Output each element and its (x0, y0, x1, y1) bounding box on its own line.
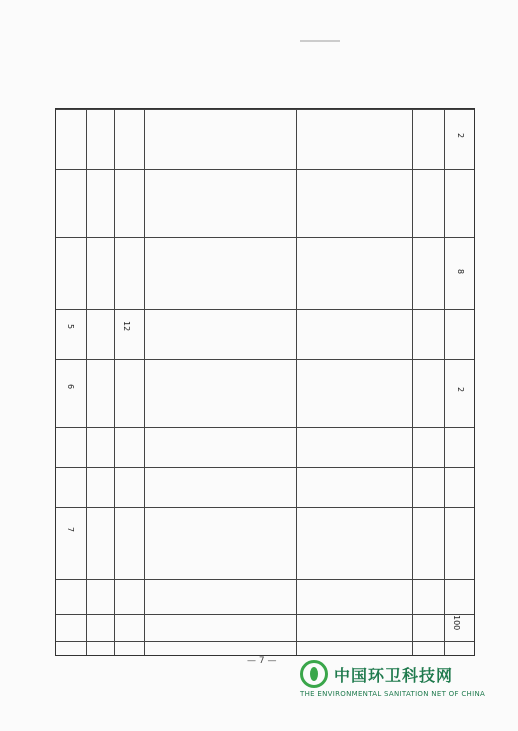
standard-text (300, 173, 410, 235)
watermark-title: 中国环卫科技网 (334, 665, 454, 685)
method-text (414, 583, 442, 613)
row-category (90, 371, 112, 421)
standard-text (300, 241, 410, 307)
points: 2 (456, 387, 465, 393)
item-text (148, 511, 293, 577)
method-text (414, 173, 442, 235)
item-text (148, 113, 293, 167)
method-text (414, 471, 442, 505)
method-text (414, 431, 442, 465)
method-text (414, 511, 442, 577)
score-table (55, 108, 475, 656)
row-number: 5 (66, 324, 75, 330)
row-score: 12 (122, 321, 131, 332)
row-number: 6 (66, 384, 75, 390)
globe-logo-icon (300, 660, 328, 688)
method-text (414, 113, 442, 167)
page-number: — 7 — (247, 656, 277, 666)
row-number: 7 (66, 527, 75, 533)
points: 8 (456, 269, 465, 275)
item-text (148, 241, 293, 307)
item-text (148, 173, 293, 235)
item-text (148, 363, 293, 425)
standard-text (300, 511, 410, 577)
standard-text (300, 583, 410, 613)
method-text (414, 241, 442, 307)
item-text (148, 431, 293, 465)
sub-category (118, 435, 142, 463)
item-text (148, 583, 293, 613)
row-category (90, 299, 112, 379)
item-text (148, 471, 293, 505)
watermark (300, 660, 453, 688)
row-category (90, 509, 112, 569)
total-points: 100 (452, 615, 461, 631)
watermark-subtitle: THE ENVIRONMENTAL SANITATION NET OF CHINA (300, 690, 486, 698)
scan-mark (300, 40, 340, 42)
total-label (256, 617, 276, 639)
standard-text (300, 113, 410, 167)
standard-text (300, 471, 410, 505)
standard-text (300, 431, 410, 465)
footnote (14, 110, 40, 650)
standard-text (300, 363, 410, 425)
points: 2 (456, 133, 465, 139)
method-text (414, 363, 442, 425)
sub-category (118, 529, 142, 569)
